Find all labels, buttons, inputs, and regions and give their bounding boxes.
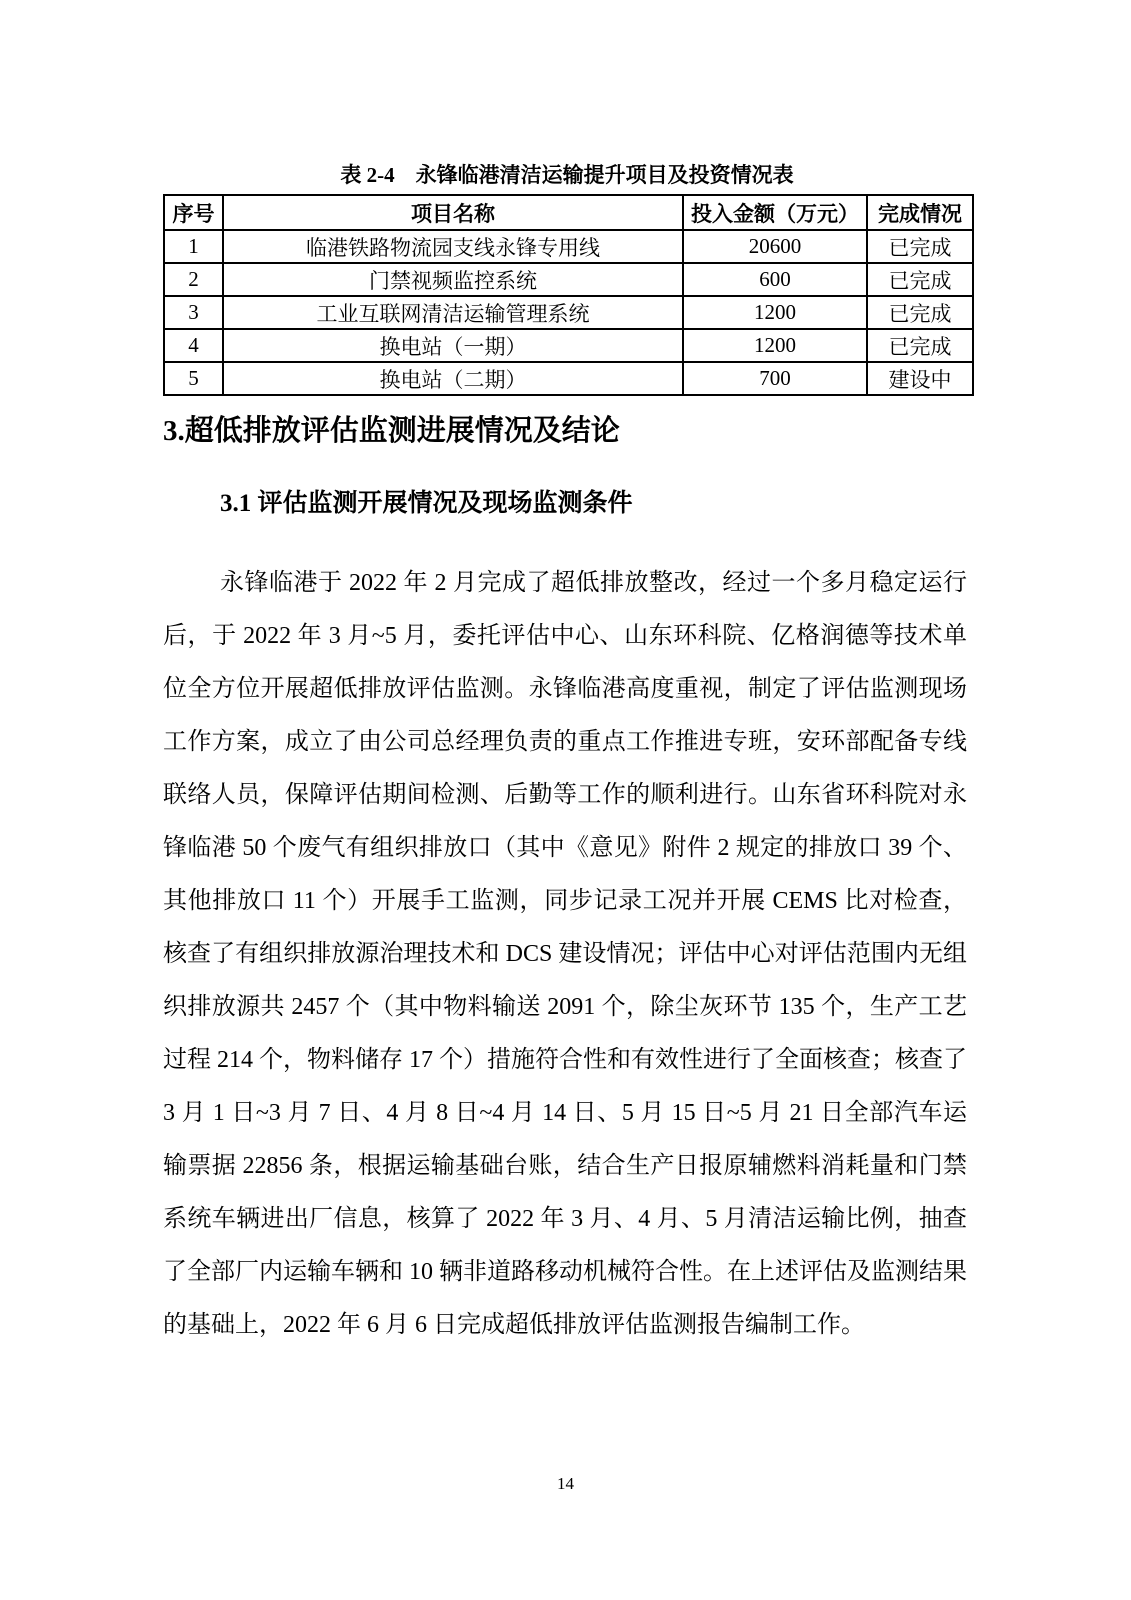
seq-cell: 4 <box>164 329 223 362</box>
amount-cell: 1200 <box>683 329 867 362</box>
status-cell: 已完成 <box>867 296 973 329</box>
status-cell: 已完成 <box>867 263 973 296</box>
name-cell: 门禁视频监控系统 <box>223 263 683 296</box>
seq-cell: 2 <box>164 263 223 296</box>
col-header-amount: 投入金额（万元） <box>683 195 867 230</box>
status-cell: 已完成 <box>867 230 973 263</box>
col-header-seq: 序号 <box>164 195 223 230</box>
amount-cell: 20600 <box>683 230 867 263</box>
seq-cell: 1 <box>164 230 223 263</box>
amount-cell: 1200 <box>683 296 867 329</box>
amount-cell: 700 <box>683 362 867 395</box>
table-header-row <box>164 195 973 230</box>
section-heading: 3.超低排放评估监测进展情况及结论 <box>163 415 620 447</box>
seq-cell: 5 <box>164 362 223 395</box>
col-header-status: 完成情况 <box>867 195 973 230</box>
subsection-heading: 3.1 评估监测开展情况及现场监测条件 <box>220 490 633 517</box>
table-caption: 表 2-4 永锋临港清洁运输提升项目及投资情况表 <box>340 163 794 187</box>
table-row <box>164 362 973 395</box>
table-row <box>164 263 973 296</box>
col-header-name: 项目名称 <box>223 195 683 230</box>
name-cell: 换电站（二期） <box>223 362 683 395</box>
status-cell: 已完成 <box>867 329 973 362</box>
table-row <box>164 230 973 263</box>
seq-cell: 3 <box>164 296 223 329</box>
page-content <box>163 0 971 1600</box>
amount-cell: 600 <box>683 263 867 296</box>
name-cell: 工业互联网清洁运输管理系统 <box>223 296 683 329</box>
table-row <box>164 296 973 329</box>
status-cell: 建设中 <box>867 362 973 395</box>
page-number: 14 <box>557 1474 574 1493</box>
body-paragraph: 永锋临港于 2022 年 2 月完成了超低排放整改，经过一个多月稳定运行后，于 2022 年 3 月~5 月，委托评估中心、山东环科院、亿格润德等技术单位全方位开展超低排放评估监测。永锋临港高度重视，制定了评估监测现场工作方案，成立了由公司总经理负责的重点工作推进专班，安环部配备专线联络人员，保障评估期间检测、后勤等工作的顺利进行。山东省环科院对永锋临港 50 个废气有组织排放口（其中《意见》附件 2 规定的排放口 39 个、其他排放口 11 个）开展手工监测，同步记录工况并开展 CEMS 比对检查，核查了有组织排放源治理技术和 DCS 建设情况；评估中心对评估范围内无组织排放源共 2457 个（其中物料输送 2091 个，除尘灰环节 135 个，生产工艺过程 214 个，物料储存 17 个）措施符合性和有效性进行了全面核查；核查了 3 月 1 日~3 月 7 日、4 月 8 日~4 月 14 日、5 月 15 日~5 月 21 日全部汽车运输票据 22856 条，根据运输基础台账，结合生产日报原辅燃料消耗量和门禁系统车辆进出厂信息，核算了 2022 年 3 月、4 月、5 月清洁运输比例，抽查了全部厂内运输车辆和 10 辆非道路移动机械符合性。在上述评估及监测结果的基础上，2022 年 6 月 6 日完成超低排放评估监测报告编制工作。 <box>163 570 967 1338</box>
name-cell: 临港铁路物流园支线永锋专用线 <box>223 230 683 263</box>
investment-table <box>163 194 974 396</box>
name-cell: 换电站（一期） <box>223 329 683 362</box>
table-row <box>164 329 973 362</box>
